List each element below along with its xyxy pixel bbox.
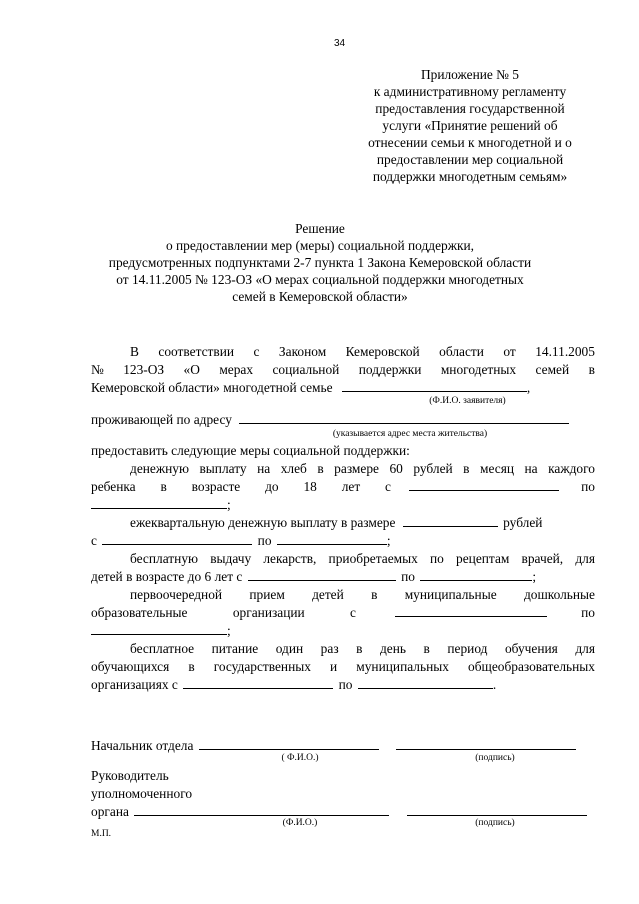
body-line: организациях с по . [91, 677, 497, 692]
signature-hint: (подпись) [475, 753, 515, 763]
appendix-line: к административному регламенту [373, 84, 567, 99]
appendix-line: Приложение № 5 [420, 67, 520, 82]
body-line: № 123-ОЗ «О мерах социальной поддержки многодетных семей в [91, 362, 595, 377]
signature-hint: (подпись) [475, 818, 515, 828]
quarterly-amount-field[interactable] [403, 514, 498, 527]
title-line: семей в Кемеровской области» [232, 289, 408, 304]
preschool-to-date-field[interactable] [91, 622, 227, 635]
body-line: детей в возрасте до 6 лет с по ; [91, 569, 537, 584]
title-line: предусмотренных подпунктами 2-7 пункта 1 Закона Кемеровской области [108, 255, 532, 270]
quarterly-to-date-field[interactable] [277, 532, 387, 545]
quarterly-from-date-field[interactable] [102, 532, 252, 545]
appendix-line: предоставлении мер социальной [376, 152, 564, 167]
body-line: обучающихся в государственных и муниципальных общеобразовательных [91, 659, 595, 674]
body-line: предоставить следующие меры социальной поддержки: [91, 443, 410, 458]
body-line: Кемеровской области» многодетной семье , [91, 380, 531, 395]
appendix-line: услуги «Принятие решений об [382, 118, 558, 133]
manager-label: уполномоченного [91, 786, 193, 801]
body-line: образовательные организации с по [91, 605, 595, 620]
body-line: ребенка в возрасте до 18 лет с по [91, 479, 595, 494]
bread-from-date-field[interactable] [409, 478, 559, 491]
body-line: проживающей по адресу [91, 411, 569, 428]
title-line: от 14.11.2005 № 123-ОЗ «О мерах социальной поддержки многодетных [116, 272, 524, 287]
manager-fio-field[interactable] [134, 803, 389, 816]
body-line: бесплатную выдачу лекарств, приобретаемых по рецептам врачей, для [130, 551, 595, 566]
bread-to-date-field[interactable] [91, 496, 227, 509]
meals-from-date-field[interactable] [183, 676, 333, 689]
body-line: ежеквартальную денежную выплату в размере рублей [130, 515, 543, 530]
title-line: Решение [295, 221, 345, 236]
manager-signature-field[interactable] [407, 803, 587, 816]
fio-applicant-hint: (Ф.И.О. заявителя) [429, 396, 506, 406]
body-line: ; [91, 622, 231, 639]
medicine-to-date-field[interactable] [420, 568, 532, 581]
head-signature-field[interactable] [396, 737, 576, 750]
appendix-line: отнесении семьи к многодетной и о [368, 135, 572, 150]
manager-label: Руководитель [91, 768, 169, 783]
preschool-from-date-field[interactable] [395, 604, 547, 617]
address-field[interactable] [239, 411, 569, 424]
body-line: с по ; [91, 533, 391, 548]
page-number: 34 [334, 38, 346, 49]
document-title [60, 220, 580, 305]
appendix-line: поддержки многодетным семьям» [372, 169, 568, 184]
body-line: первоочередной прием детей в муниципальные дошкольные [130, 587, 595, 602]
body-line: бесплатное питание один раз в день в период обучения для [130, 641, 595, 656]
medicine-from-date-field[interactable] [248, 568, 396, 581]
fio-hint: (Ф.И.О.) [282, 818, 318, 828]
body-line: В соответствии с Законом Кемеровской области от 14.11.2005 [130, 344, 595, 359]
head-fio-field[interactable] [199, 737, 379, 750]
appendix-line: предоставления государственной [375, 101, 565, 116]
manager-line: органа [91, 803, 587, 820]
appendix-header [350, 66, 590, 185]
body-line: ; [91, 496, 231, 513]
fio-hint: ( Ф.И.О.) [281, 753, 319, 763]
body-line: денежную выплату на хлеб в размере 60 рублей в месяц на каждого [130, 461, 595, 476]
stamp-placeholder: М.П. [91, 829, 112, 839]
title-line: о предоставлении мер (меры) социальной поддержки, [165, 238, 475, 253]
meals-to-date-field[interactable] [358, 676, 493, 689]
applicant-name-field[interactable] [342, 379, 527, 392]
address-hint: (указывается адрес места жительства) [332, 429, 488, 439]
head-of-department-line: Начальник отдела [91, 737, 576, 754]
